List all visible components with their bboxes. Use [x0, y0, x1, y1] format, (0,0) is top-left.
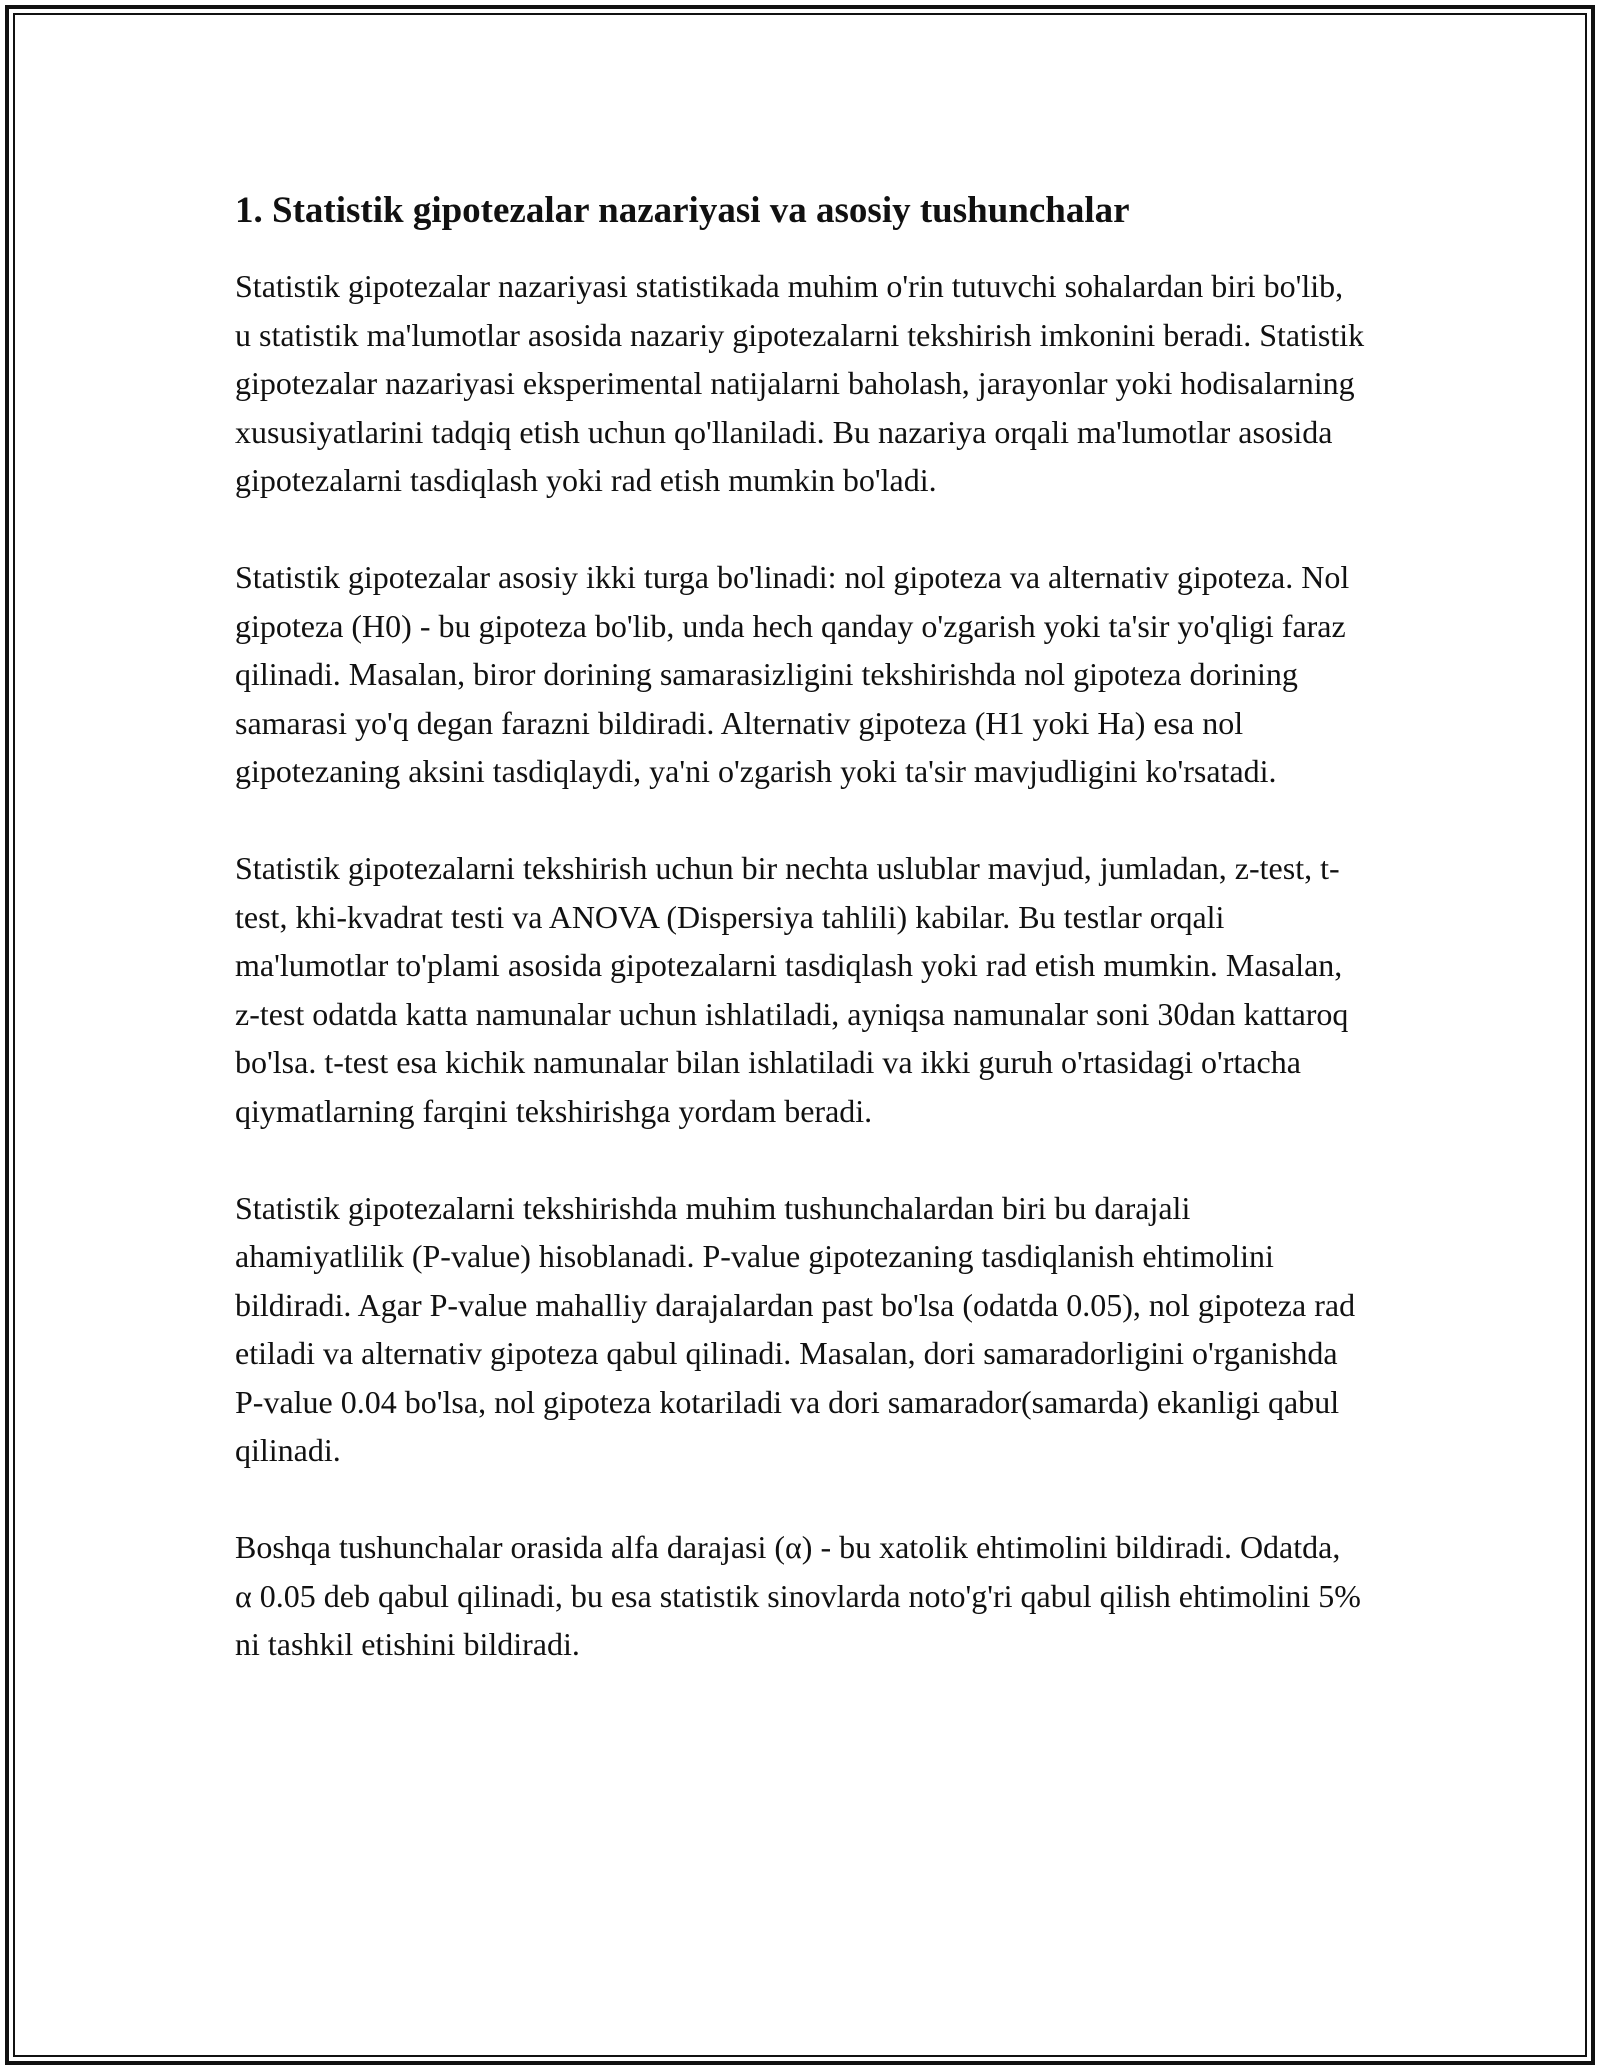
- paragraph-hypothesis-types: Statistik gipotezalar asosiy ikki turga bo'linadi: nol gipoteza va alternativ gipoteza. Nol gipoteza (H0) - bu gipoteza bo'lib, unda hech qanday o'zgarish yoki ta'sir yo'qligi faraz qilinadi. Masalan, biror dorining samarasizligini tekshirishda nol gipoteza dorining samarasi yo'q degan farazni bildiradi. Alternativ gipoteza (H1 yoki Ha) esa nol gipotezaning aksini tasdiqlaydi, ya'ni o'zgarish yoki ta'sir mavjudligini ko'rsatadi.: [235, 558, 1350, 790]
- paragraph-intro: Statistik gipotezalar nazariyasi statistikada muhim o'rin tutuvchi sohalardan biri bo'lib, u statistik ma'lumotlar asosida nazariy gipotezalarni tekshirish imkonini beradi. Statistik gipotezalar nazariyasi eksperimental natijalarni baholash, jarayonlar yoki hodisalarning xususiyatlarini tadqiq etish uchun qo'llaniladi. Bu nazariya orqali ma'lumotlar asosida gipotezalarni tasdiqlash yoki rad etish mumkin bo'ladi.: [235, 268, 1365, 499]
- section-title: 1. Statistik gipotezalar nazariyasi va asosiy tushunchalar: [235, 190, 1130, 231]
- paragraph-alpha-level: Boshqa tushunchalar orasida alfa darajasi (α) - bu xatolik ehtimolini bildiradi. Odatda, α 0.05 deb qabul qilinadi, bu esa statistik sinovlarda noto'g'ri qabul qilish ehtimolini 5% ni tashkil etishini bildiradi.: [235, 1529, 1361, 1663]
- paragraph-p-value: Statistik gipotezalarni tekshirishda muhim tushunchalardan biri bu darajali ahamiyatlilik (P-value) hisoblanadi. P-value gipotezaning tasdiqlanish ehtimolini bildiradi. Agar P-value mahalliy darajalardan past bo'lsa (odatda 0.05), nol gipoteza rad etiladi va alternativ gipoteza qabul qilinadi. Masalan, dori samaradorligini o'rganishda P-value 0.04 bo'lsa, nol gipoteza kotariladi va dori samarador(samarda) ekanligi qabul qilinadi.: [235, 1189, 1356, 1469]
- paragraph-test-methods: Statistik gipotezalarni tekshirish uchun bir nechta uslublar mavjud, jumladan, z-test, t-test, khi-kvadrat testi va ANOVA (Dispersiya tahlili) kabilar. Bu testlar orqali ma'lumotlar to'plami asosida gipotezalarni tasdiqlash yoki rad etish mumkin. Masalan, z-test odatda katta namunalar uchun ishlatiladi, ayniqsa namunalar soni 30dan kattaroq bo'lsa. t-test esa kichik namunalar bilan ishlatiladi va ikki guruh o'rtasidagi o'rtacha qiymatlarning farqini tekshirishga yordam beradi.: [235, 849, 1349, 1129]
- document-body: [235, 186, 1365, 1717]
